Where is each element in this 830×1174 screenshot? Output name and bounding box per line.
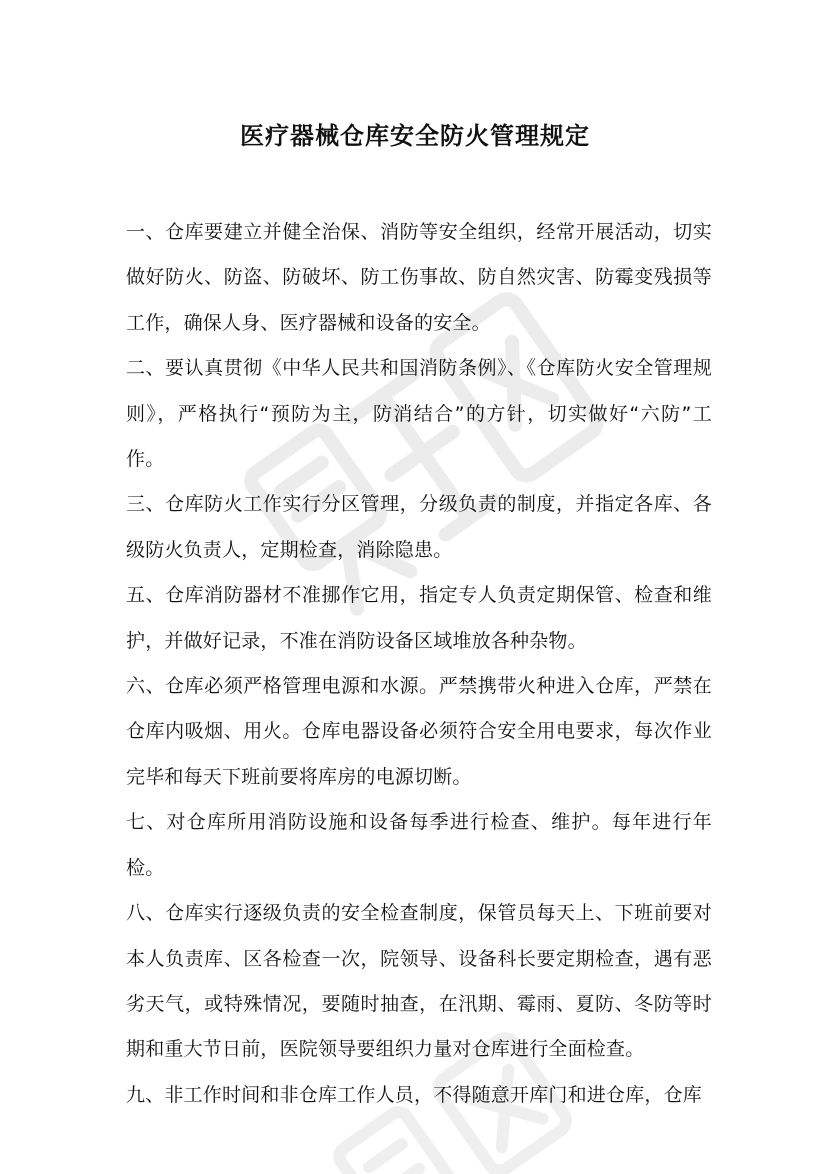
paragraph-3: 三、仓库防火工作实行分区管理，分级负责的制度，并指定各库、各级防火负责人，定期检查，消除隐患。: [126, 493, 712, 561]
paragraph-9: 九、非工作时间和非仓库工作人员，不得随意开库门和进仓库，仓库: [126, 1083, 703, 1106]
paragraph-8: 八、仓库实行逐级负责的安全检查制度，保管员每天上、下班前要对本人负责库、区各检查一次，院领导、设备科长要定期检查，遇有恶劣天气，或特殊情况，要随时抽查，在汛期、霉雨、夏防、冬防等时期和重大节日前，医院领导要组织力量对仓库进行全面检查。: [126, 902, 712, 1061]
paragraph-5: 五、仓库消防器材不准挪作它用，指定专人负责定期保管、检查和维护，并做好记录，不准在消防设备区域堆放各种杂物。: [126, 584, 712, 652]
paragraph-6: 六、仓库必须严格管理电源和水源。严禁携带火种进入仓库，严禁在仓库内吸烟、用火。仓库电器设备必须符合安全用电要求，每次作业完毕和每天下班前要将库房的电源切断。: [126, 675, 712, 788]
paragraph-7: 七、对仓库所用消防设施和设备每季进行检查、维护。每年进行年检。: [126, 811, 712, 879]
document-title: 医疗器械仓库安全防火管理规定: [240, 122, 590, 150]
paragraph-2: 二、要认真贯彻《中华人民共和国消防条例》、《仓库防火安全管理规则》，严格执行“预防为主，防消结合”的方针，切实做好“六防”工作。: [126, 357, 712, 471]
paragraph-1: 一、仓库要建立并健全治保、消防等安全组织，经常开展活动，切实做好防火、防盗、防破坏、防工伤事故、防自然灾害、防霉变残损等工作，确保人身、医疗器械和设备的安全。: [126, 221, 712, 334]
document-body: [126, 210, 712, 1118]
